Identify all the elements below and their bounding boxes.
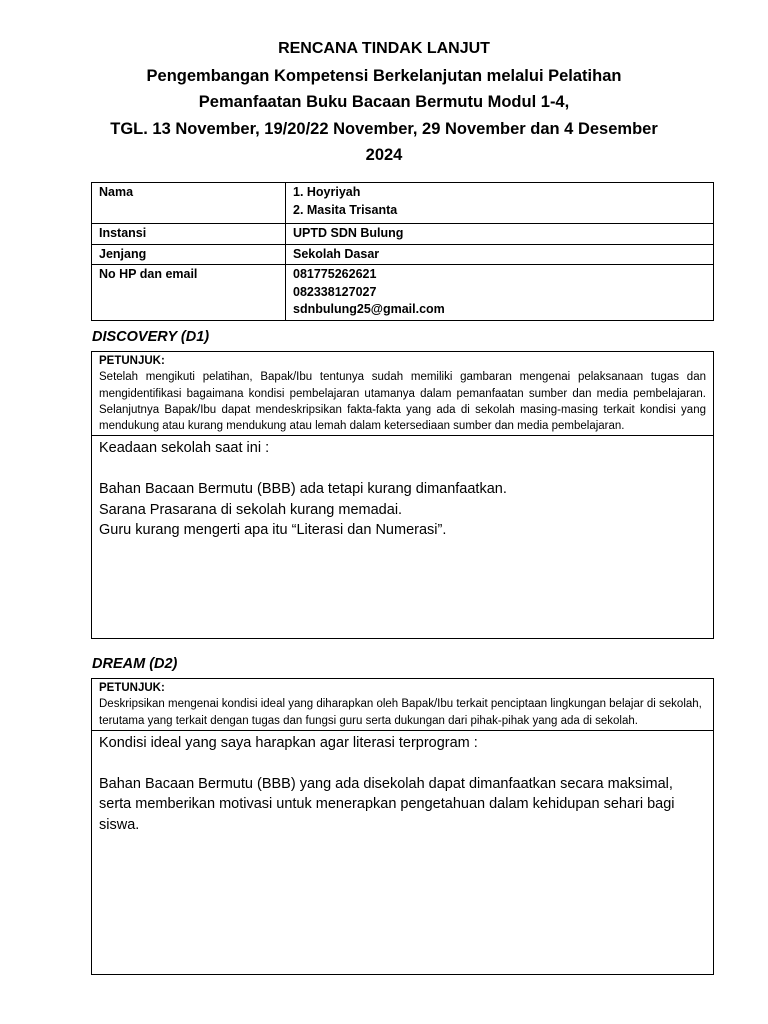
discovery-petunjuk xyxy=(92,352,713,436)
discovery-intro: Keadaan sekolah saat ini : xyxy=(99,440,270,457)
kontak-label: No HP dan email xyxy=(92,265,286,321)
discovery-content xyxy=(92,436,713,543)
hp-1: 081775262621 xyxy=(293,267,377,281)
nama-2: 2. Masita Trisanta xyxy=(293,202,398,217)
dream-petunjuk-text: Deskripsikan mengenai kondisi ideal yang diharapkan oleh Bapak/Ibu terkait penciptaan lingkungan belajar di sekolah, terutama yang terkait dengan tugas dan fungsi guru serta dukungan dari pihak-pihak yang ada di sekolah. xyxy=(99,698,702,727)
kontak-value xyxy=(286,265,714,321)
discovery-title: DISCOVERY (D1) xyxy=(92,329,210,345)
title-line-3: Pemanfaatan Buku Bacaan Bermutu Modul 1-4, xyxy=(198,93,570,111)
table-row xyxy=(92,244,714,265)
dream-title: DREAM (D2) xyxy=(92,656,178,672)
email: sdnbulung25@gmail.com xyxy=(293,302,445,316)
document-title xyxy=(60,36,708,169)
dream-intro: Kondisi ideal yang saya harapkan agar literasi terprogram : xyxy=(99,734,478,751)
jenjang-label: Jenjang xyxy=(92,244,286,265)
discovery-point-3: Guru kurang mengerti apa itu “Literasi dan Numerasi”. xyxy=(99,522,447,539)
title-line-5: 2024 xyxy=(365,146,403,164)
instansi-label: Instansi xyxy=(92,224,286,245)
identity-table xyxy=(91,182,714,321)
discovery-petunjuk-text: Setelah mengikuti pelatihan, Bapak/Ibu tentunya sudah memiliki gambaran mengenai pelaksanaan tugas dan mengidentifikasi bagaimana kondisi pembelajaran utamanya dalam pemanfaatan sumber dan media pembelajaran. Selanjutnya Bapak/Ibu dapat mendeskripsikan fakta-fakta yang ada di sekolah masing-masing terkait kondisi yang mendukung atau kurang mendukung atau lemah dalam ketersediaan sumber dan media pembelajaran. xyxy=(99,371,706,433)
title-line-2: Pengembangan Kompetensi Berkelanjutan melalui Pelatihan xyxy=(146,66,622,85)
hp-2: 082338127027 xyxy=(293,284,377,299)
table-row xyxy=(92,265,714,321)
discovery-petunjuk-label: PETUNJUK: xyxy=(99,355,165,367)
dream-petunjuk-label: PETUNJUK: xyxy=(99,682,165,694)
table-row xyxy=(92,183,714,224)
nama-1: 1. Hoyriyah xyxy=(293,185,361,199)
dream-box xyxy=(91,678,714,975)
instansi-value: UPTD SDN Bulung xyxy=(286,224,714,245)
dream-body: Bahan Bacaan Bermutu (BBB) yang ada disekolah dapat dimanfaatkan secara maksimal, serta memberikan motivasi untuk menerapkan pengetahuan dalam kehidupan sehari bagi siswa. xyxy=(99,775,675,833)
nama-value xyxy=(286,183,714,224)
dream-petunjuk xyxy=(92,679,713,731)
dream-content xyxy=(92,731,713,838)
title-line-1: RENCANA TINDAK LANJUT xyxy=(278,40,490,57)
discovery-point-2: Sarana Prasarana di sekolah kurang memadai. xyxy=(99,501,403,518)
nama-label: Nama xyxy=(92,183,286,224)
discovery-box xyxy=(91,351,714,639)
table-row xyxy=(92,224,714,245)
title-line-4: TGL. 13 November, 19/20/22 November, 29 November dan 4 Desember xyxy=(110,119,658,138)
jenjang-value: Sekolah Dasar xyxy=(286,244,714,265)
discovery-point-1: Bahan Bacaan Bermutu (BBB) ada tetapi kurang dimanfaatkan. xyxy=(99,481,507,498)
